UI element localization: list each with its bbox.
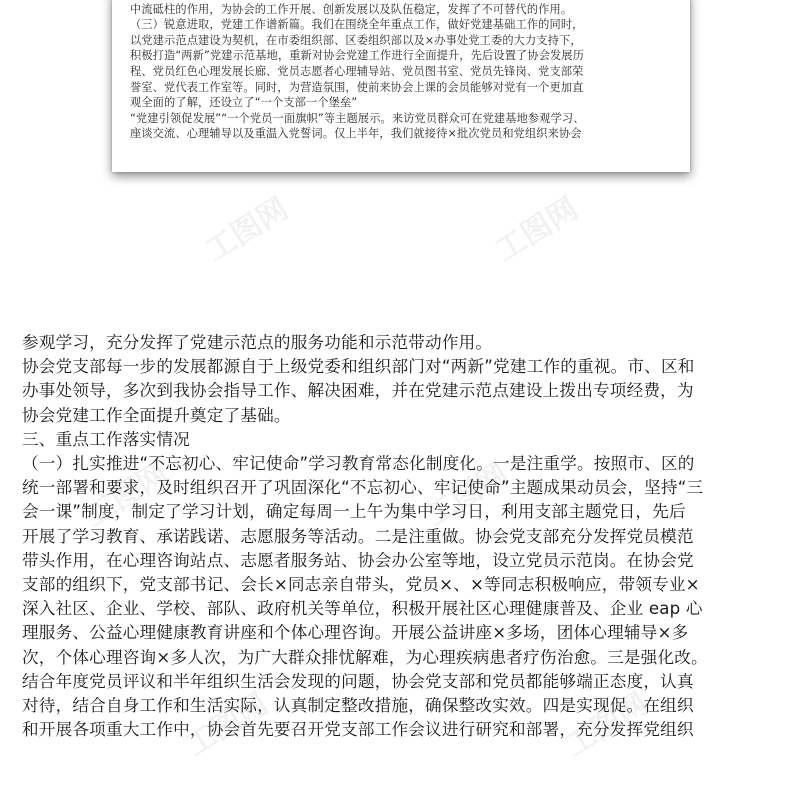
preview-line: 誉室、党代表工作室等。同时，为营造氛围，使前来协会上课的会员能够对党有一个更加直 (130, 80, 584, 94)
section-heading: 三、重点工作落实情况 (22, 429, 190, 449)
document-line: 开展了学习教育、承诺践诺、志愿服务等活动。二是注重做。协会党支部充分发挥党员模范 (22, 526, 694, 546)
preview-line: 座谈交流、心理辅导以及重温入党誓词。仅上半年，我们就接待×批次党员和党组织来协会 (130, 127, 582, 141)
document-line: 会一课”制度，制定了学习计划，确定每周一上午为集中学习日，利用支部主题党日，先后 (22, 502, 686, 522)
preview-line: 积极打造“两新”党建示范基地，重新对协会党建工作进行全面提升，先后设置了协会发展历 (130, 49, 585, 63)
document-body (22, 331, 782, 742)
preview-line: 程、党员红色心理发展长廊、党员志愿者心理辅导站、党员图书室、党员先锋岗、党支部荣 (130, 64, 584, 78)
preview-line: 中流砥柱的作用，为协会的工作开展、创新发展以及队伍稳定，发挥了不可替代的作用。 (130, 2, 573, 16)
document-line: 理服务、公益心理健康教育讲座和个体心理咨询。开展公益讲座×多场，团体心理辅导×多 (22, 623, 689, 643)
document-line: 深入社区、企业、学校、部队、政府机关等单位，积极开展社区心理健康普及、企业 eap 心 (22, 599, 703, 619)
preview-line: “党建引领促发展”“一个党员一面旗帜”等主题展示。来访党员群众可在党建基地参观学习、 (130, 111, 585, 125)
preview-line: 观全面的了解，还设立了“一个支部一个堡垒” (130, 96, 358, 110)
preview-line: （三）锐意进取，党建工作谱新篇。我们在围绕全年重点工作，做好党建基础工作的同时， (130, 18, 584, 32)
watermark: 工图网 (489, 191, 585, 269)
document-line: 结合年度党员评议和半年组织生活会发现的问题，协会党支部和党员都能够端正态度，认真 (22, 671, 694, 691)
document-line: 次，个体心理咨询×多人次，为广大群众排忧解难，为心理疾病患者疗伤治愈。三是强化改。 (22, 647, 708, 667)
watermark: 工图网 (419, 456, 515, 534)
document-line: 统一部署和要求，及时组织召开了巩固深化“不忘初心、牢记使命”主题成果动员会，坚持“三 (22, 478, 704, 498)
preview-page (112, 0, 690, 172)
watermark: 工图网 (79, 456, 175, 534)
preview-line: 以党建示范点建设为契机，在市委组织部、区委组织部以及×办事处党工委的大力支持下， (130, 33, 582, 47)
document-line: 带头作用，在心理咨询站点、志愿者服务站、协会办公室等地，设立党员示范岗。在协会党 (22, 550, 694, 570)
watermark: 工图网 (559, 686, 655, 764)
watermark: 工图网 (179, 686, 275, 764)
document-line: 协会党支部每一步的发展都源自于上级党委和组织部门对“两新”党建工作的重视。市、区和 (22, 357, 695, 377)
document-line: 参观学习，充分发挥了党建示范点的服务功能和示范带动作用。 (22, 333, 493, 352)
document-line: 协会党建工作全面提升奠定了基础。 (22, 405, 291, 425)
document-line: 对待，结合自身工作和生活实际，认真制定整改措施，确保整改实效。四是实现促。在组织 (22, 696, 694, 716)
document-line: 办事处领导，多次到我协会指导工作、解决困难，并在党建示范点建设上拨出专项经费，为 (22, 381, 694, 401)
preview-page-content (112, 0, 690, 142)
document-line: （一）扎实推进“不忘初心、牢记使命”学习教育常态化制度化。一是注重学。按照市、区的 (22, 454, 695, 474)
document-line: 支部的组织下，党支部书记、会长×同志亲自带头，党员×、×等同志积极响应，带领专业× (22, 575, 700, 595)
watermark: 工图网 (199, 191, 295, 269)
document-line: 和开展各项重大工作中，协会首先要召开党支部工作会议进行研究和部署，充分发挥党组织 (22, 720, 694, 740)
